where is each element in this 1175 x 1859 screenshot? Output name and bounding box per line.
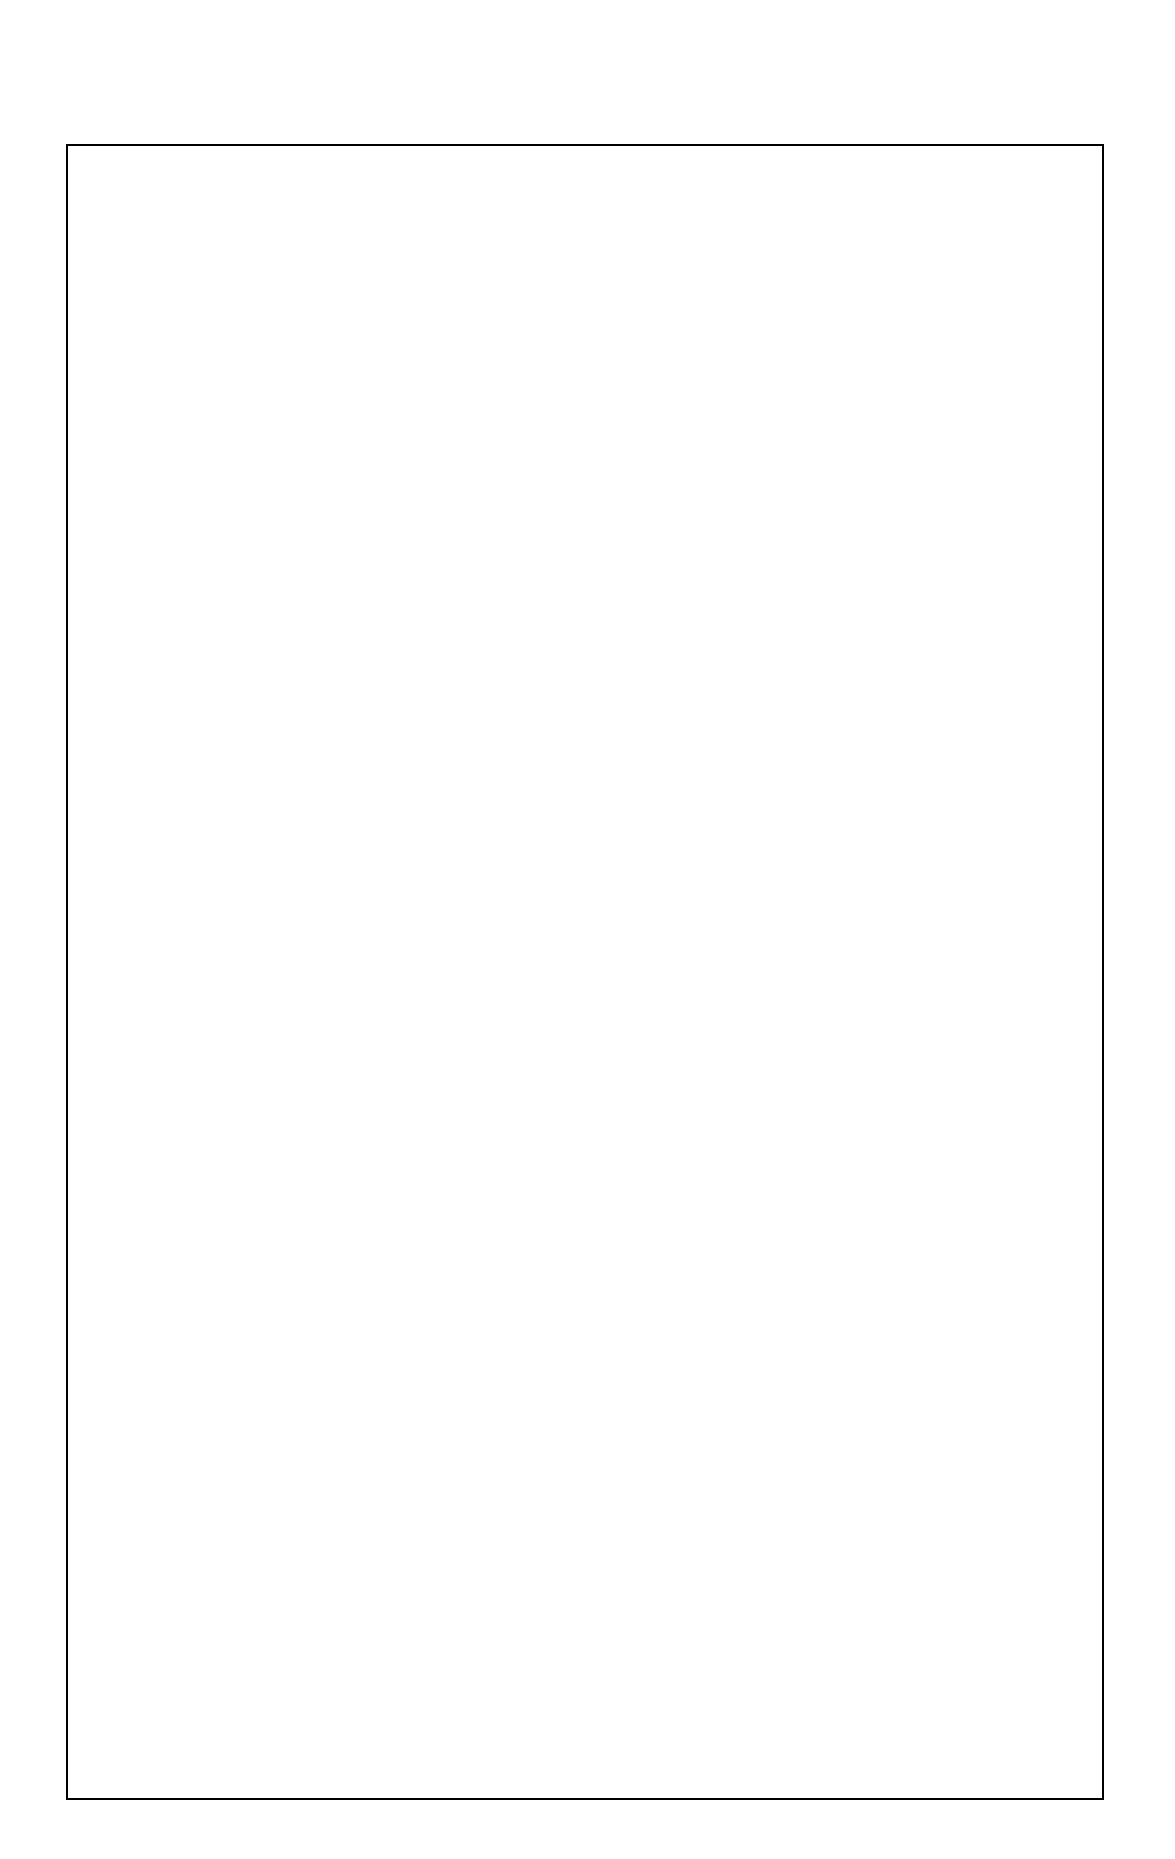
page-header [104, 58, 228, 108]
dictionary-table [66, 144, 1104, 1800]
